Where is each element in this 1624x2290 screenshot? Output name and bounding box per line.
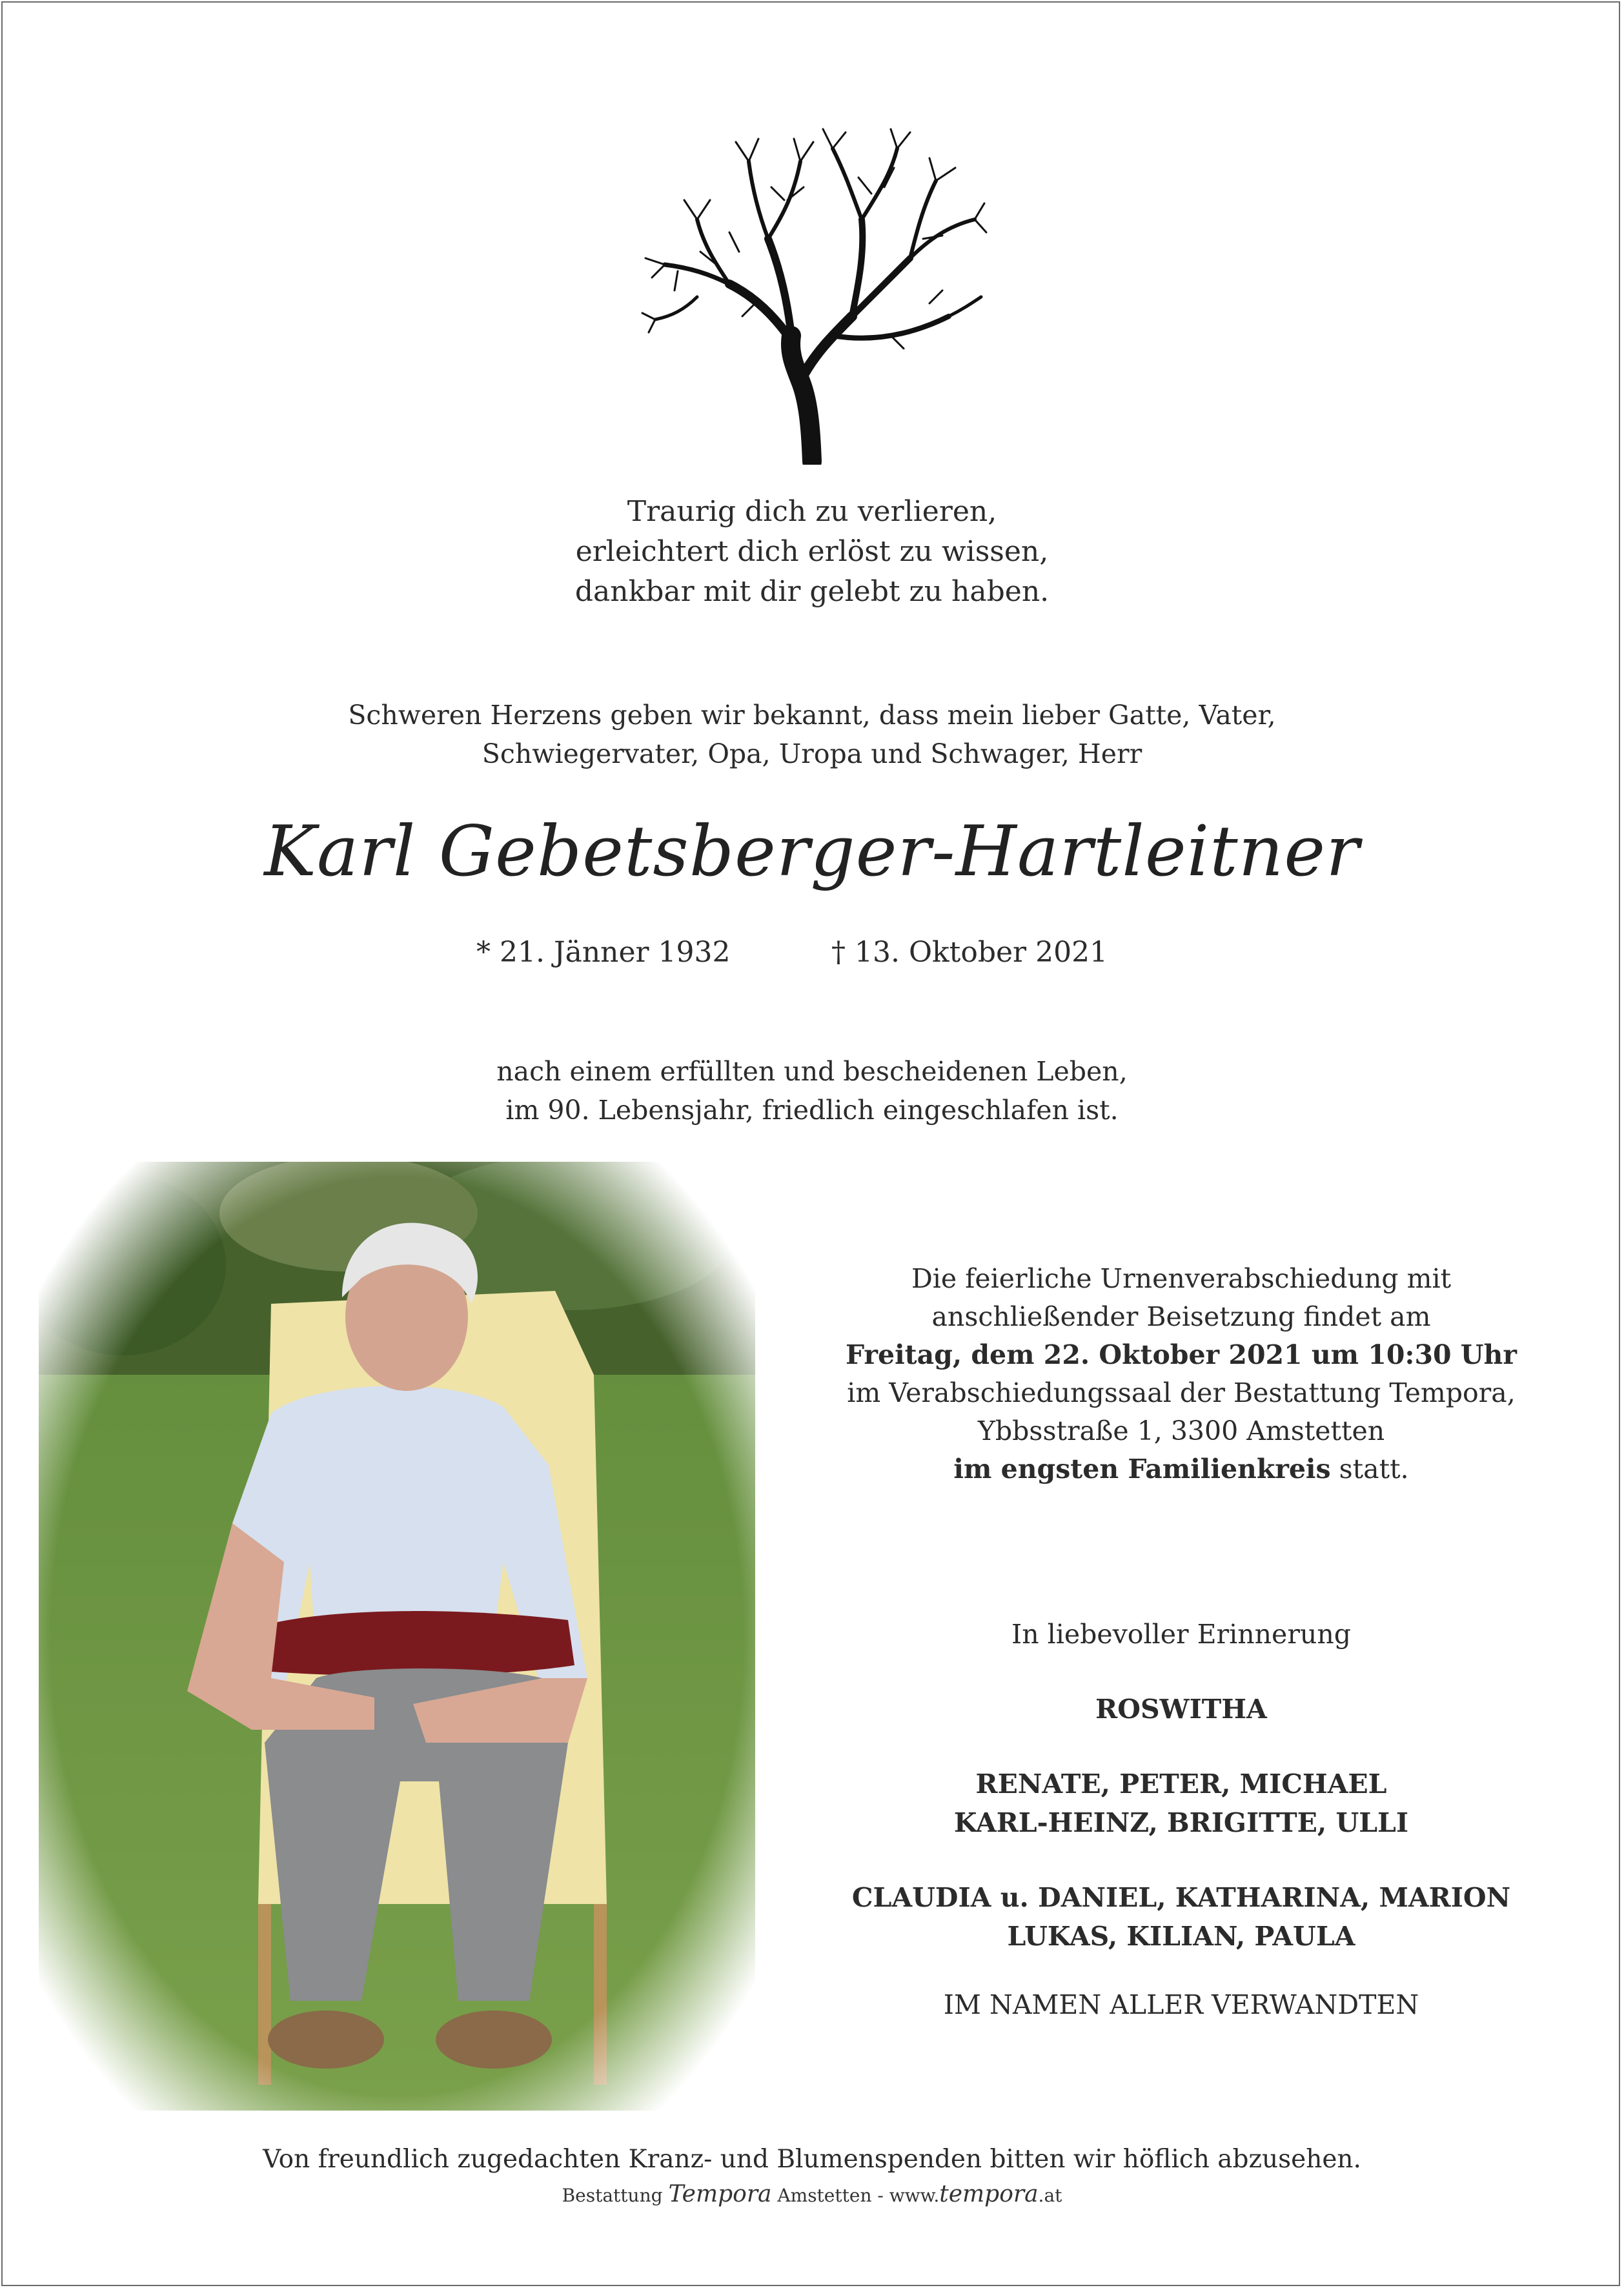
ceremony-venue: im Verabschiedungssaal der Bestattung Tempora, <box>847 1377 1516 1408</box>
relatives-line: IM NAMEN ALLER VERWANDTEN <box>943 1989 1419 2020</box>
ceremony-date-time: Freitag, dem 22. Oktober 2021 um 10:30 Uhr <box>846 1339 1517 1370</box>
credit-mid: Amstetten - www. <box>771 2185 940 2206</box>
passing-line: nach einem erfüllten und bescheidenen Leben, <box>496 1056 1128 1087</box>
credit-prefix: Bestattung <box>562 2185 669 2206</box>
ceremony-line: anschließender Beisetzung findet am <box>931 1301 1431 1332</box>
passing-line: im 90. Lebensjahr, friedlich eingeschlafen ist. <box>505 1095 1119 1126</box>
children-line: KARL-HEINZ, BRIGITTE, ULLI <box>953 1807 1409 1838</box>
credit-suffix: .at <box>1038 2185 1062 2206</box>
poem-verse <box>0 492 1624 612</box>
bare-tree-icon <box>639 123 988 465</box>
grandchildren-line: CLAUDIA u. DANIEL, KATHARINA, MARION <box>851 1882 1511 1913</box>
children-line: RENATE, PETER, MICHAEL <box>975 1768 1387 1799</box>
poem-line: dankbar mit dir gelebt zu haben. <box>574 575 1050 608</box>
grandchildren-line: LUKAS, KILIAN, PAULA <box>1007 1921 1355 1952</box>
intro-line: Schweren Herzens geben wir bekannt, dass mein lieber Gatte, Vater, <box>348 700 1276 731</box>
remembrance-heading: In liebevoller Erinnerung <box>1011 1619 1351 1650</box>
flower-donation-note: Von freundlich zugedachten Kranz- und Blumenspenden bitten wir höflich abzusehen. <box>263 2145 1361 2174</box>
ceremony-details <box>794 1260 1568 1488</box>
poem-line: erleichtert dich erlöst zu wissen, <box>575 535 1049 568</box>
credit-domain: tempora <box>939 2181 1039 2207</box>
spouse-name: ROSWITHA <box>1095 1694 1267 1725</box>
death-date: † 13. Oktober 2021 <box>831 936 1108 969</box>
grandchildren-names <box>794 1878 1568 1956</box>
ceremony-address: Ybbsstraße 1, 3300 Amstetten <box>977 1415 1385 1446</box>
ceremony-line: Die feierliche Urnenverabschiedung mit <box>911 1263 1452 1294</box>
passing-statement <box>0 1052 1624 1130</box>
funeral-home-credit <box>0 2182 1624 2209</box>
deceased-name: Karl Gebetsberger-Hartleitner <box>264 811 1360 892</box>
announcement-intro <box>0 696 1624 773</box>
ceremony-privacy-line <box>794 1450 1568 1488</box>
ceremony-privacy-rest: statt. <box>1330 1454 1409 1484</box>
family-list <box>794 1615 1568 2024</box>
poem-line: Traurig dich zu verlieren, <box>627 495 997 528</box>
birth-date: * 21. Jänner 1932 <box>476 936 731 969</box>
ceremony-privacy-bold: im engsten Familienkreis <box>953 1454 1331 1484</box>
children-names <box>794 1765 1568 1842</box>
portrait-photo <box>39 1162 755 2111</box>
intro-line: Schwiegervater, Opa, Uropa und Schwager, Herr <box>482 738 1142 769</box>
credit-brand: Tempora <box>668 2181 772 2207</box>
